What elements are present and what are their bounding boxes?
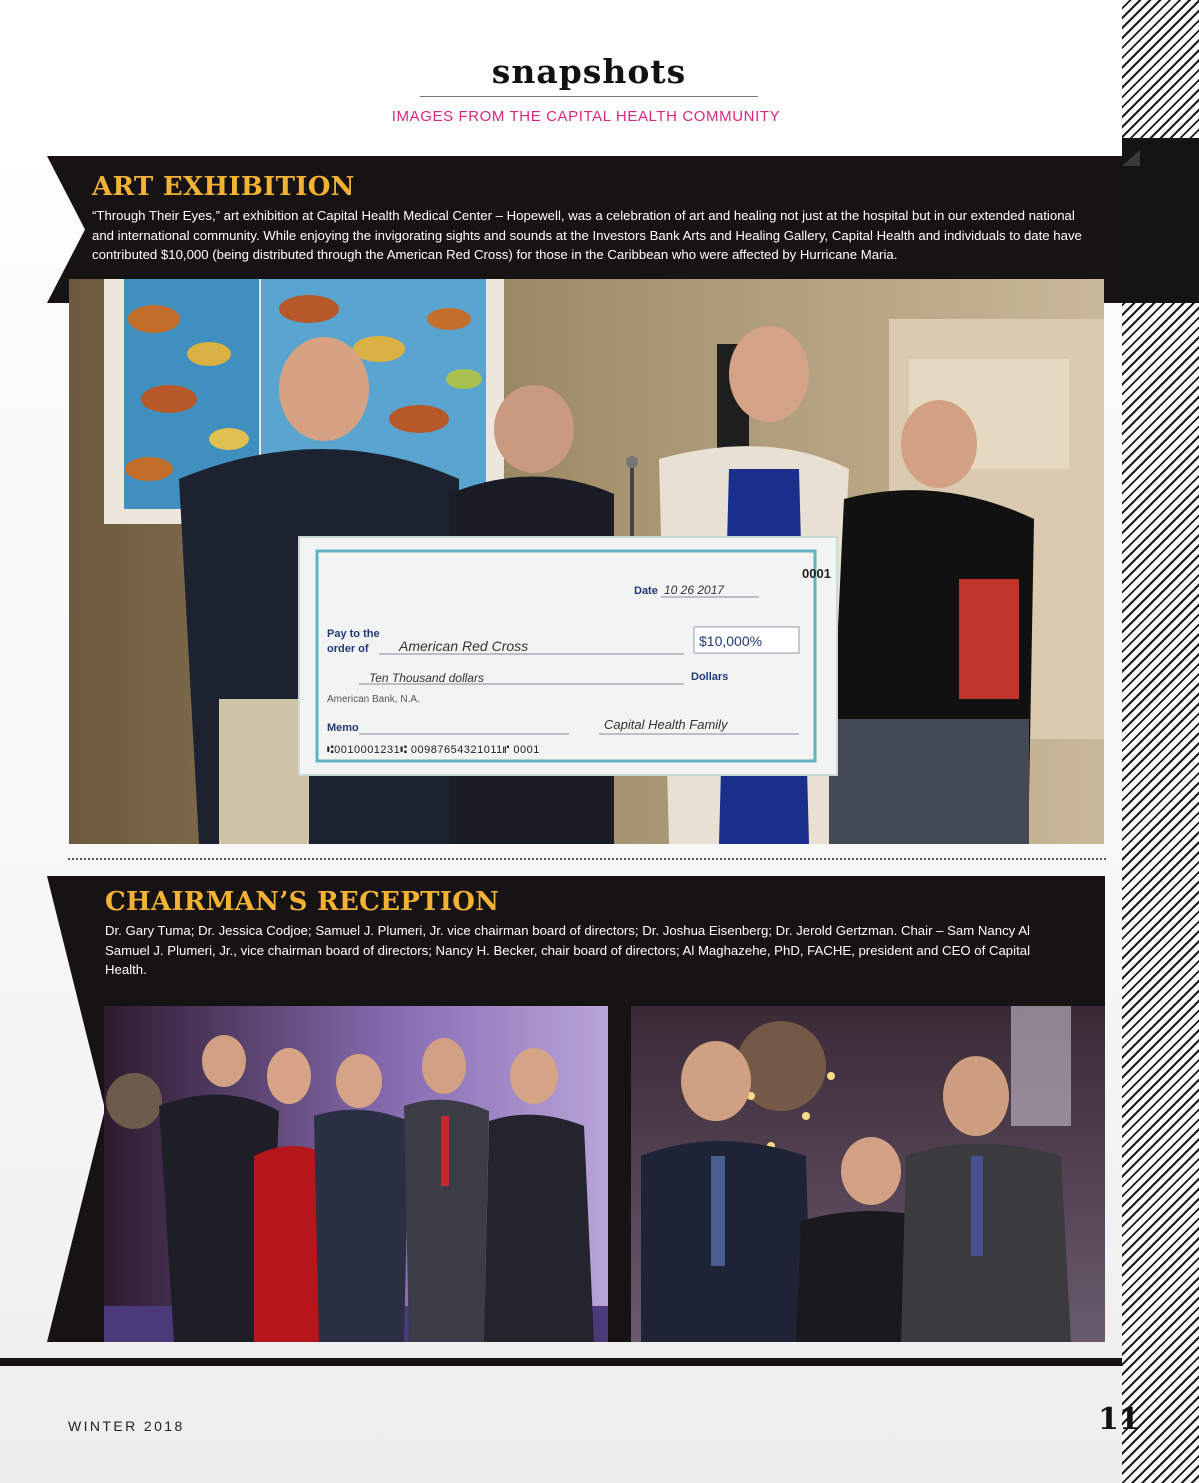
cheque-number: 0001 (802, 566, 831, 581)
masthead-rule (420, 96, 758, 97)
bottom-bar (0, 1358, 1122, 1366)
cheque-amount-words: Ten Thousand dollars (369, 671, 484, 685)
page-number: 11 (1098, 1402, 1140, 1437)
cheque-signature: Capital Health Family (604, 717, 728, 732)
reception-photo-trio (631, 1006, 1105, 1342)
cheque-pay-label-2: order of (327, 643, 369, 655)
masthead (420, 50, 758, 97)
chairmans-reception-heading: CHAIRMAN’S RECEPTION (105, 887, 500, 917)
issue-label: WINTER 2018 (68, 1418, 185, 1434)
cheque-date-value: 10 26 2017 (664, 583, 725, 597)
cheque-micr-line: ⑆0010001231⑆ 00987654321011⑈ 0001 (327, 744, 540, 756)
cheque-bank: American Bank, N.A. (327, 694, 420, 705)
masthead-subtitle: IMAGES FROM THE CAPITAL HEALTH COMMUNITY (391, 108, 781, 125)
cheque-amount: $10,000% (699, 633, 763, 649)
cheque-payee: American Red Cross (399, 638, 529, 654)
edge-tab-fold (1122, 150, 1140, 166)
section-divider (68, 858, 1106, 860)
cheque-memo-label: Memo (327, 722, 359, 734)
cheque-date-label: Date (634, 585, 658, 597)
art-exhibition-heading: ART EXHIBITION (92, 172, 355, 202)
art-exhibition-caption: “Through Their Eyes,” art exhibition at Capital Health Medical Center – Hopewell, was a celebration of art and healing not just at the hospital but in our extended national and international community. While enjoying the invigorating sights and sounds at the Investors Bank Arts and Healing Gallery, Capital Health and individuals to date have contributed $10,000 (being distributed through the American Red Cross) for those in the Caribbean who were affected by Hurricane Maria. (92, 208, 1082, 262)
masthead-title: snapshots (491, 52, 687, 91)
chairmans-reception-caption: Dr. Gary Tuma; Dr. Jessica Codjoe; Samuel J. Plumeri, Jr. vice chairman board of directors; Dr. Joshua Eisenberg; Dr. Jerold Gertzman. Chair – Sam Nancy Al Samuel J. Plumeri, Jr., vice chairman board of directors; Nancy H. Becker, chair board of directors; Al Maghazehe, PhD, FACHE, president and CEO of Capital Health. (105, 923, 1030, 977)
cheque-pay-label-1: Pay to the (327, 628, 380, 640)
reception-photo-group (104, 1006, 608, 1342)
art-exhibition-photo (69, 279, 1104, 844)
cheque-dollars-label: Dollars (691, 671, 729, 683)
